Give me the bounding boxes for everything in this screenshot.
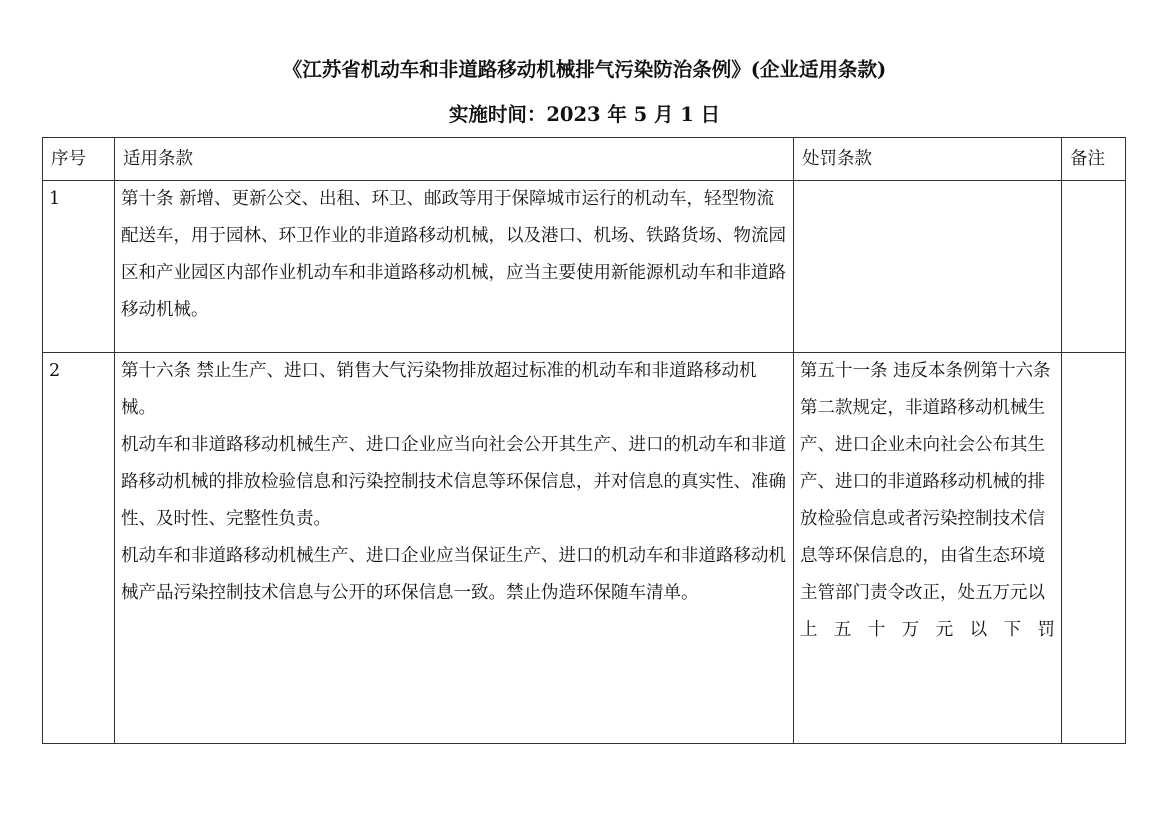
remark-cell [1062, 353, 1126, 744]
table-header-row [43, 138, 1126, 181]
remark-cell [1062, 181, 1126, 353]
row-number: 1 [43, 181, 115, 353]
effective-date: 实施时间：2023 年 5 月 1 日 [448, 103, 721, 126]
clause-paragraph: 机动车和非道路移动机械生产、进口企业应当向社会公开其生产、进口的机动车和非道路移动机械的排放检验信息和污染控制技术信息等环保信息，并对信息的真实性、准确性、及时性、完整性负责。 [121, 435, 786, 529]
header-remark: 备注 [1062, 138, 1126, 181]
applicable-clause-cell [115, 353, 794, 744]
header-number: 序号 [43, 138, 115, 181]
document-title: 《江苏省机动车和非道路移动机械排气污染防治条例》(企业适用条款) [282, 58, 887, 81]
penalty-clause-cell [794, 181, 1062, 353]
penalty-clause-cell: 第五十一条 违反本条例第十六条第二款规定，非道路移动机械生产、进口企业未向社会公布其生产、进口的非道路移动机械的排放检验信息或者污染控制技术信息等环保信息的，由省生态环境主管部门责令改正，处五万元以上五十万元以下罚 [794, 353, 1062, 744]
clause-paragraph: 第十条 新增、更新公交、出租、环卫、邮政等用于保障城市运行的机动车，轻型物流配送车，用于园林、环卫作业的非道路移动机械，以及港口、机场、铁路货场、物流园区和产业园区内部作业机动车和非道路移动机械，应当主要使用新能源机动车和非道路移动机械。 [121, 189, 786, 320]
header-penalty-clause: 处罚条款 [794, 138, 1062, 181]
clauses-table [42, 137, 1126, 744]
clause-paragraph: 机动车和非道路移动机械生产、进口企业应当保证生产、进口的机动车和非道路移动机械产品污染控制技术信息与公开的环保信息一致。禁止伪造环保随车清单。 [121, 546, 786, 603]
table-row [43, 353, 1126, 744]
header-applicable-clause: 适用条款 [115, 138, 794, 181]
table-row [43, 181, 1126, 353]
applicable-clause-cell [115, 181, 794, 353]
clause-paragraph: 第十六条 禁止生产、进口、销售大气污染物排放超过标准的机动车和非道路移动机械。 [121, 361, 757, 418]
row-number: 2 [43, 353, 115, 744]
